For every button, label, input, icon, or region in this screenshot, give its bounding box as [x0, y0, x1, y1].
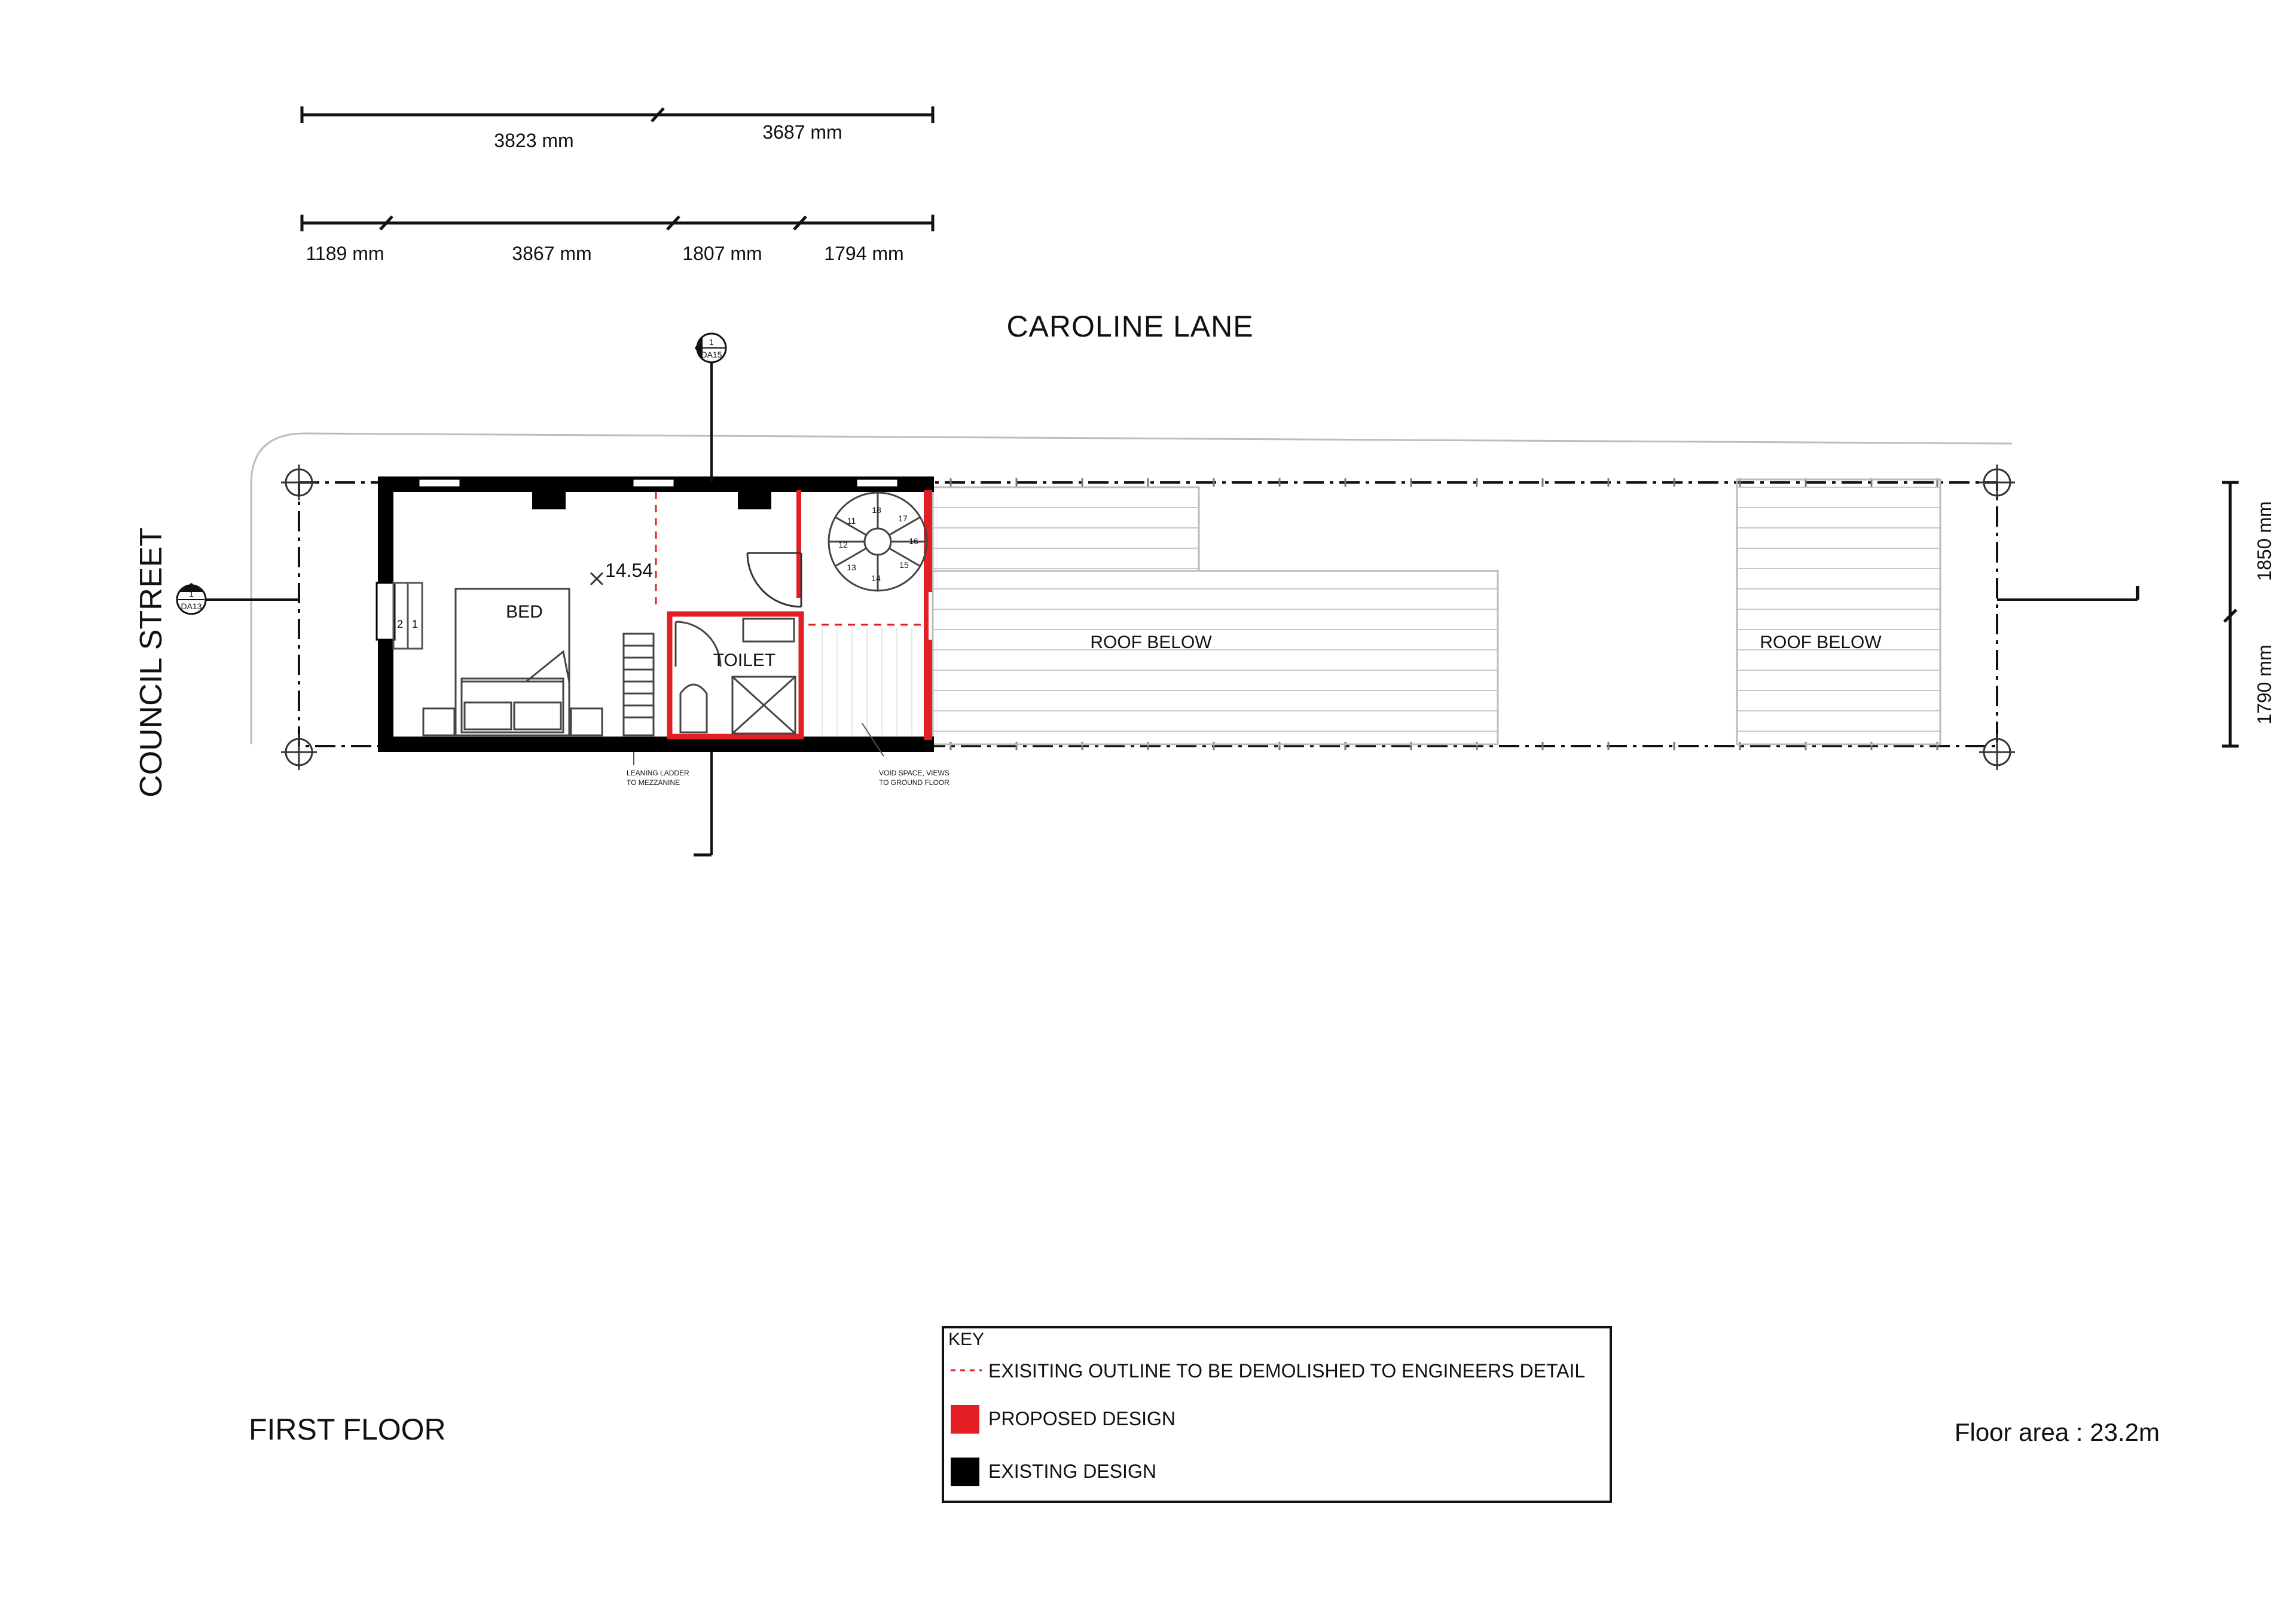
- section-marker-top: [694, 334, 726, 855]
- key-label-demolish: EXISITING OUTLINE TO BE DEMOLISHED TO ENGINEERS DETAIL: [988, 1360, 1586, 1382]
- section-number: 1: [189, 589, 194, 598]
- key-swatch-existing: [951, 1458, 979, 1486]
- section-sheet: DA15: [701, 350, 722, 359]
- key-label-proposed: PROPOSED DESIGN: [988, 1408, 1176, 1429]
- level-label: 14.54: [605, 560, 654, 581]
- drawing-title: FIRST FLOOR: [249, 1413, 446, 1446]
- leaning-ladder: [624, 634, 654, 735]
- void-note: VOID SPACE, VIEWS: [879, 769, 949, 777]
- stair-number: 18: [872, 505, 881, 515]
- dimension-label: 1807 mm: [682, 243, 762, 264]
- toilet-walls: [670, 614, 801, 737]
- dimension-label: 1189 mm: [306, 243, 384, 264]
- wardrobe: [393, 583, 422, 649]
- dimension-label: 3867 mm: [512, 243, 592, 264]
- dimension-label: 1790 mm: [2254, 644, 2275, 725]
- dimension-label: 1794 mm: [824, 243, 904, 264]
- void-space: [822, 628, 912, 735]
- stair-number: 16: [909, 536, 918, 546]
- ladder-note: LEANING LADDER: [627, 769, 689, 777]
- dimension-label: 1850 mm: [2254, 501, 2275, 581]
- section-number: 1: [709, 337, 714, 347]
- stair-number: 12: [838, 540, 848, 549]
- wardrobe-number: 1: [411, 618, 419, 630]
- door: [747, 553, 801, 607]
- window-left: [377, 583, 395, 640]
- toilet-fixtures: [676, 619, 795, 734]
- key-label-existing: EXISTING DESIGN: [988, 1461, 1156, 1482]
- level-marker: [591, 573, 603, 585]
- roof-area-2: [933, 571, 1498, 744]
- section-sheet: DA13: [181, 601, 202, 611]
- stair-number: 13: [847, 563, 856, 572]
- dimension-row-1: [302, 106, 933, 123]
- key-swatch-proposed: [951, 1405, 979, 1434]
- bed-label: BED: [506, 602, 543, 622]
- roof-below-label: ROOF BELOW: [1090, 633, 1212, 652]
- ladder-note: TO MEZZANINE: [627, 778, 680, 787]
- toilet-label: TOILET: [713, 650, 776, 670]
- stair-number: 14: [871, 573, 881, 583]
- roof-area-3: [1737, 479, 1940, 744]
- street-label-top: CAROLINE LANE: [1006, 310, 1254, 343]
- floor-area: Floor area : 23.2m: [1954, 1418, 2160, 1446]
- roof-area-1: [933, 487, 1199, 571]
- wardrobe-number: 2: [396, 618, 404, 630]
- stair-number: 15: [899, 560, 909, 570]
- dimension-label: 3687 mm: [762, 121, 842, 143]
- street-label-left: COUNCIL STREET: [134, 527, 169, 798]
- dimension-right: [2222, 482, 2239, 746]
- dimension-label: 3823 mm: [494, 130, 574, 151]
- key-title: KEY: [948, 1330, 985, 1349]
- roof-below-label: ROOF BELOW: [1760, 633, 1882, 652]
- stair-number: 17: [898, 514, 908, 523]
- void-note: TO GROUND FLOOR: [879, 778, 949, 787]
- dimension-row-2: [302, 215, 933, 231]
- stair-number: 11: [847, 516, 856, 525]
